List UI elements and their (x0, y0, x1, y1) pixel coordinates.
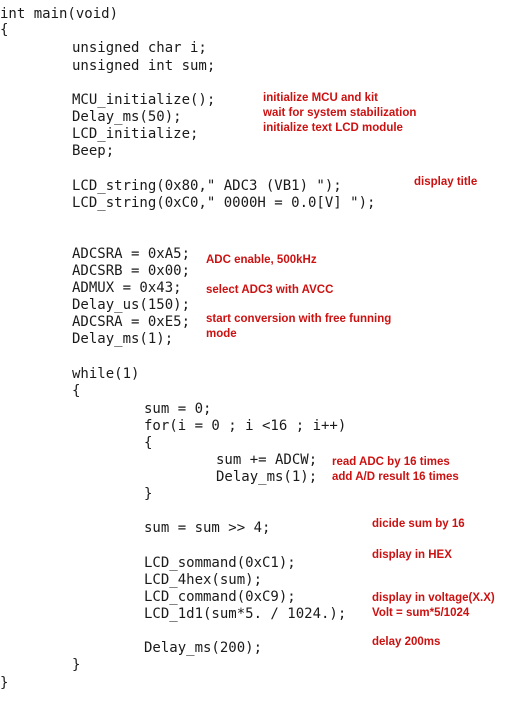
code-line: for(i = 0 ; i <16 ; i++) (144, 418, 347, 434)
code-line: LCD_1d1(sum*5. / 1024.); (144, 606, 347, 622)
code-line: { (0, 22, 9, 38)
code-line: unsigned char i; (72, 40, 207, 56)
annotation: display title (414, 176, 478, 188)
annotation: select ADC3 with AVCC (206, 284, 334, 296)
code-line: LCD_string(0x80," ADC3 (VB1) "); (72, 178, 342, 194)
annotation: delay 200ms (372, 636, 441, 648)
annotation: display in voltage(X.X) (372, 592, 495, 604)
code-line: ADCSRA = 0xE5; (72, 314, 191, 330)
code-line: } (72, 657, 81, 673)
code-line: Delay_ms(200); (144, 640, 263, 656)
annotation: add A/D result 16 times (332, 471, 459, 483)
code-line: while(1) (72, 366, 140, 382)
code-line: } (144, 486, 153, 502)
code-line: ADCSRB = 0x00; (72, 263, 191, 279)
annotation: wait for system stabilization (263, 107, 417, 119)
annotation: Volt = sum*5/1024 (372, 607, 470, 619)
code-line: { (144, 435, 153, 451)
code-line: { (72, 383, 81, 399)
code-line: LCD_sommand(0xC1); (144, 555, 296, 571)
code-line: Beep; (72, 143, 115, 159)
annotation: initialize text LCD module (263, 122, 403, 134)
annotation: read ADC by 16 times (332, 456, 450, 468)
code-line: LCD_command(0xC9); (144, 589, 296, 605)
code-line: Delay_ms(1); (216, 469, 318, 485)
code-line: LCD_initialize; (72, 126, 199, 142)
annotation: mode (206, 328, 237, 340)
annotation: start conversion with free funning (206, 313, 392, 325)
code-line: } (0, 675, 9, 691)
code-line: int main(void) (0, 6, 119, 22)
annotation: display in HEX (372, 549, 452, 561)
code-line: sum += ADCW; (216, 452, 318, 468)
code-line: sum = 0; (144, 401, 212, 417)
code-line: LCD_4hex(sum); (144, 572, 263, 588)
annotation: ADC enable, 500kHz (206, 254, 317, 266)
code-line: Delay_ms(1); (72, 331, 174, 347)
code-line: sum = sum >> 4; (144, 520, 271, 536)
code-line: MCU_initialize(); (72, 92, 216, 108)
annotation: dicide sum by 16 (372, 518, 465, 530)
annotation: initialize MCU and kit (263, 92, 379, 104)
code-line: LCD_string(0xC0," 0000H = 0.0[V] "); (72, 195, 376, 211)
code-line: unsigned int sum; (72, 58, 216, 74)
code-line: ADMUX = 0x43; (72, 280, 182, 296)
code-line: Delay_ms(50); (72, 109, 182, 125)
code-line: Delay_us(150); (72, 297, 191, 313)
code-line: ADCSRA = 0xA5; (72, 246, 191, 262)
